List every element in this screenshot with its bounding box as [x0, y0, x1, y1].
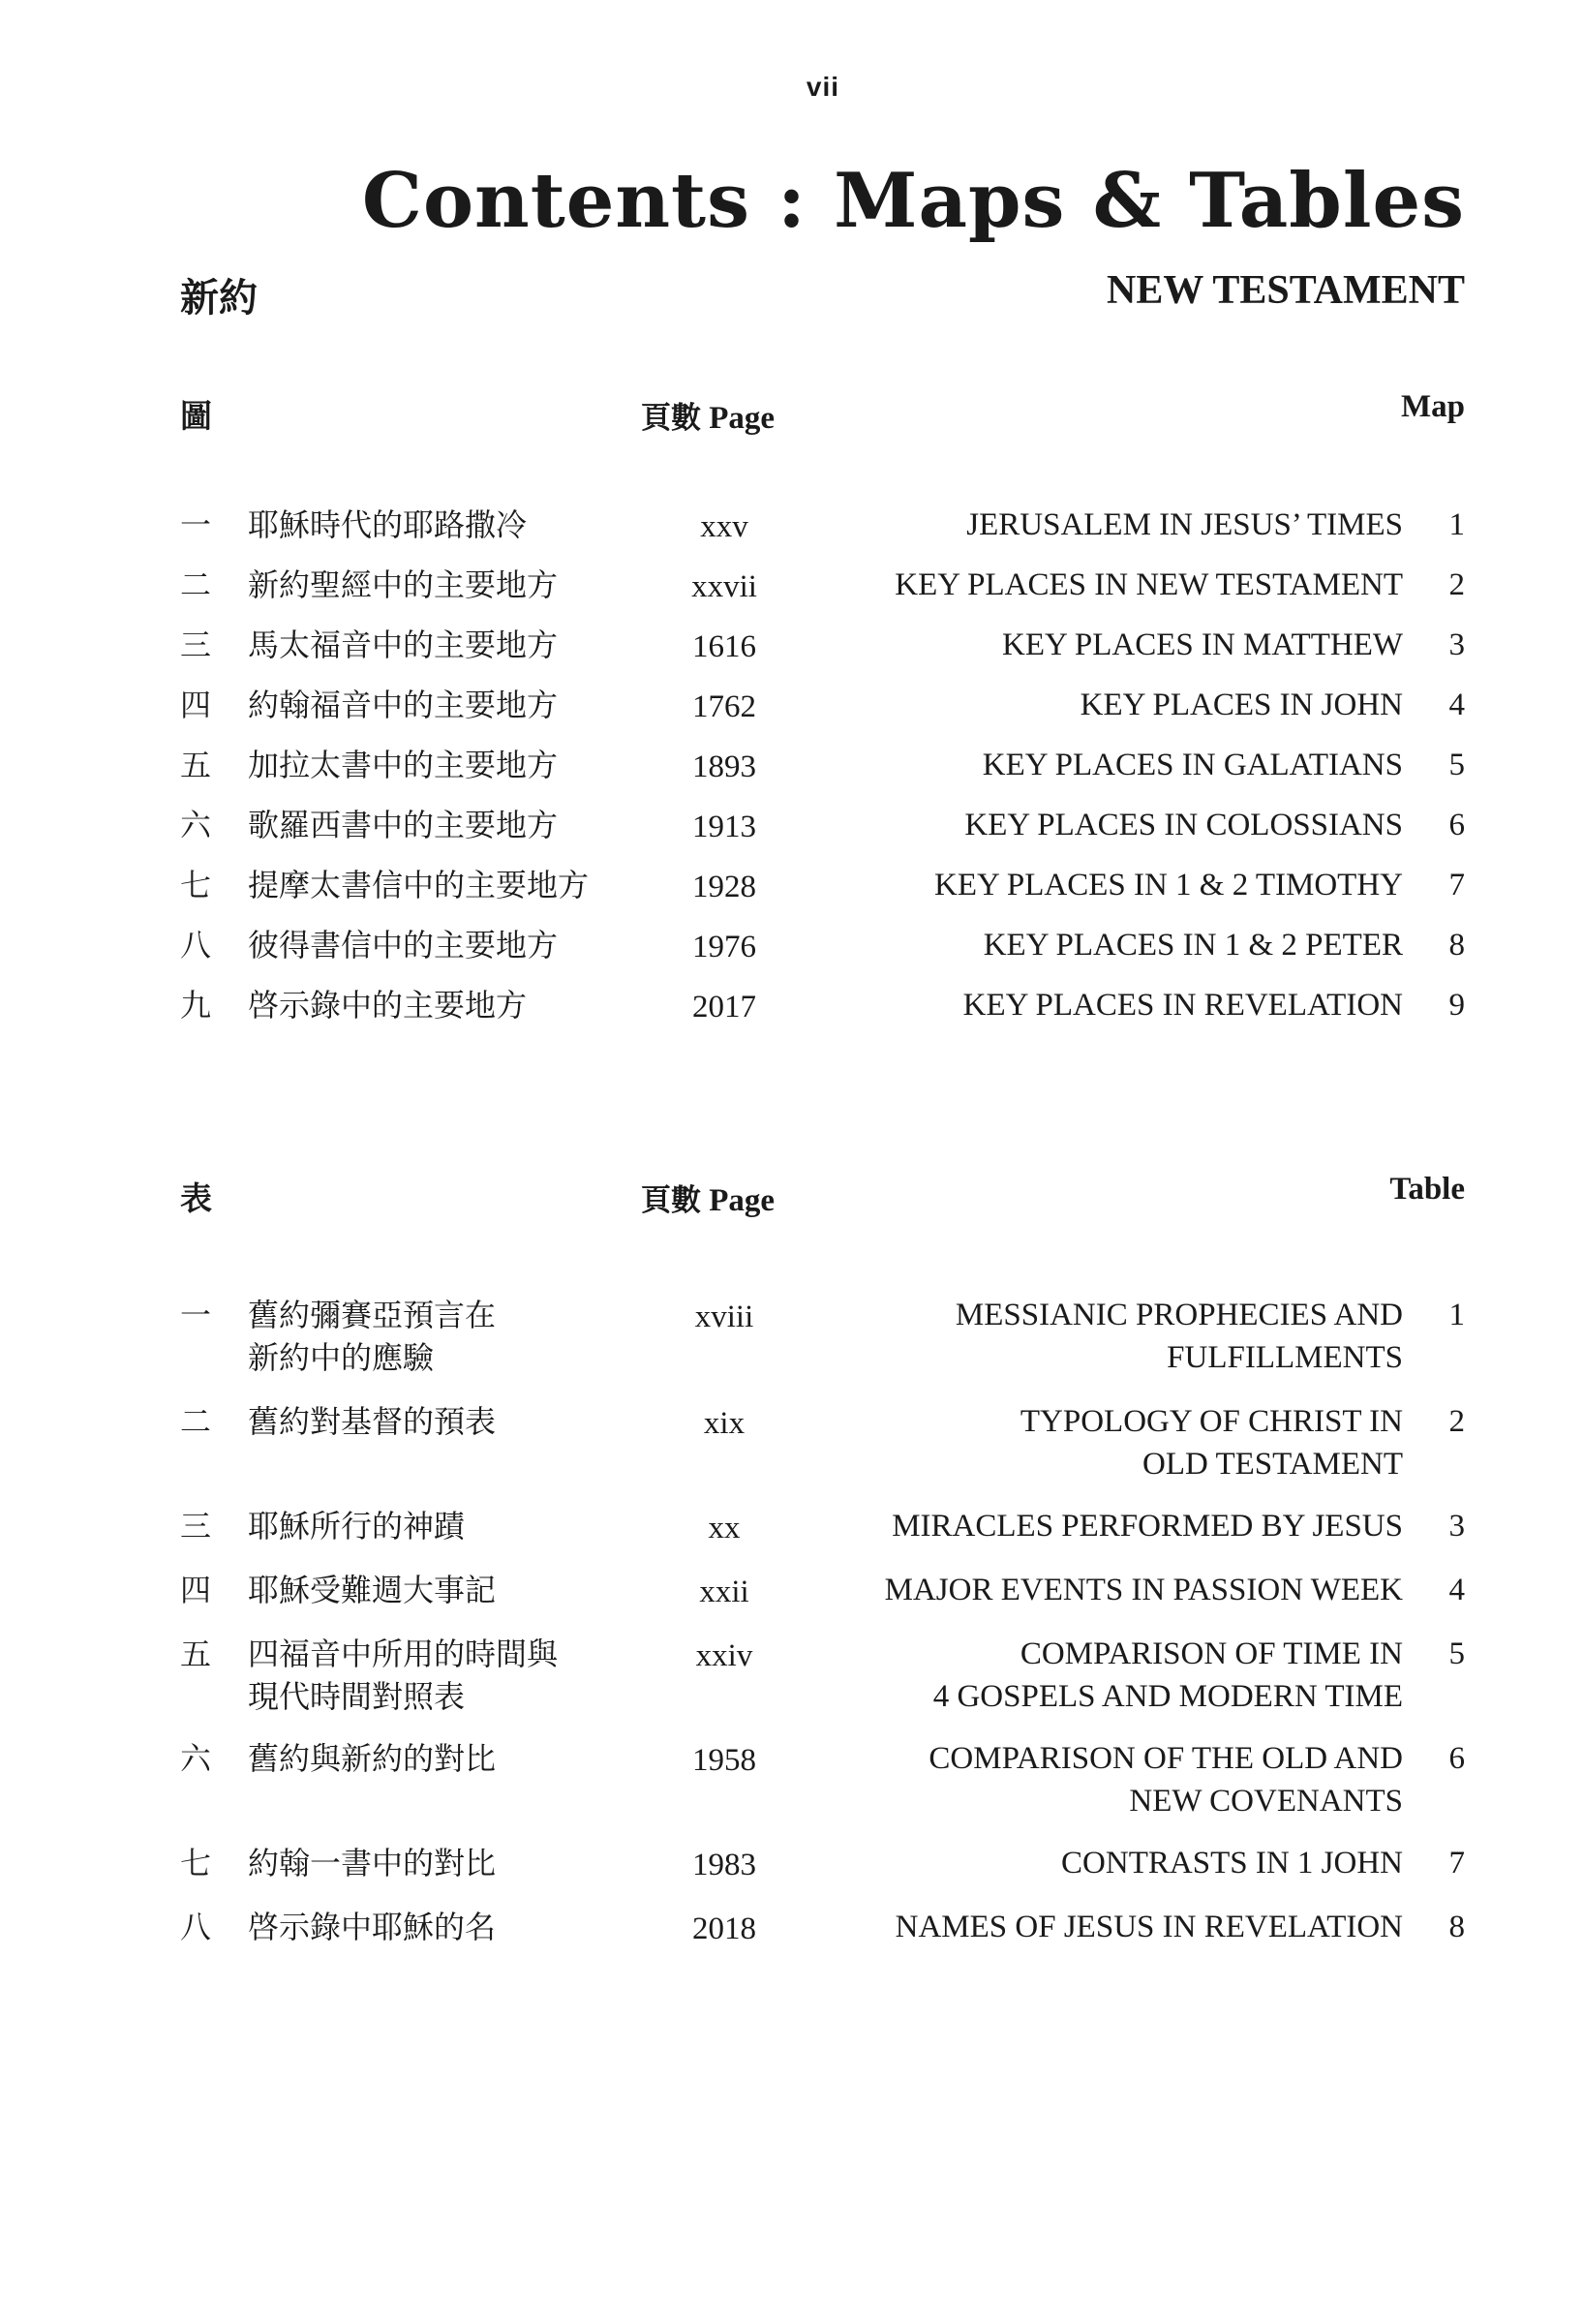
item-title-cn: 啓示錄中耶穌的名 — [248, 1909, 497, 1945]
item-title-cn: 約翰福音中的主要地方 — [248, 687, 559, 723]
item-number: 2 — [1448, 567, 1465, 602]
item-number-cn: 三 — [180, 1508, 212, 1544]
item-title-en: NAMES OF JESUS IN REVELATION — [895, 1910, 1403, 1944]
item-title-cn: 彼得書信中的主要地方 — [248, 927, 559, 963]
item-title-cn: 舊約對基督的預表 — [248, 1403, 497, 1440]
list-item — [0, 684, 1583, 751]
item-number: 2 — [1448, 1404, 1465, 1439]
item-number-cn: 一 — [180, 1297, 212, 1333]
item-title-en: TYPOLOGY OF CHRIST IN OLD TESTAMENT — [1020, 1404, 1403, 1482]
item-title-cn: 舊約彌賽亞預言在 新約中的應驗 — [248, 1297, 497, 1376]
item-page-ref: 1958 — [692, 1743, 756, 1778]
item-title-en: KEY PLACES IN JOHN — [1080, 688, 1403, 722]
item-number: 4 — [1448, 688, 1465, 722]
item-number: 6 — [1448, 1741, 1465, 1776]
tables-header-page-en: Page — [709, 1183, 776, 1218]
item-page-ref: 1893 — [692, 749, 756, 784]
item-title-en: KEY PLACES IN 1 & 2 TIMOTHY — [934, 868, 1403, 902]
item-title-en: CONTRASTS IN 1 JOHN — [1061, 1846, 1403, 1881]
maps-header-page — [641, 393, 775, 437]
list-item — [0, 1400, 1583, 1482]
item-page-ref: xviii — [694, 1300, 754, 1334]
page-title: Contents : Maps & Tables — [361, 157, 1465, 245]
item-page-ref: xxii — [699, 1575, 749, 1609]
item-number: 9 — [1448, 988, 1465, 1023]
list-item — [0, 1294, 1583, 1376]
item-page-ref: 1762 — [692, 689, 756, 724]
item-number-cn: 一 — [180, 506, 212, 543]
list-item — [0, 1569, 1583, 1636]
item-page-ref: 1983 — [692, 1848, 756, 1882]
item-number-cn: 四 — [180, 1572, 212, 1608]
item-title-cn: 四福音中所用的時間與 現代時間對照表 — [248, 1636, 559, 1715]
item-page-ref: xxiv — [695, 1638, 753, 1673]
item-number-cn: 三 — [180, 627, 212, 663]
item-number-cn: 五 — [180, 747, 212, 783]
tables-header-page — [641, 1176, 775, 1219]
list-item — [0, 924, 1583, 992]
item-title-cn: 啓示錄中的主要地方 — [248, 987, 528, 1024]
item-number-cn: 七 — [180, 867, 212, 903]
item-title-cn: 約翰一書中的對比 — [248, 1845, 497, 1881]
section-title-en: NEW TESTAMENT — [1107, 268, 1465, 313]
list-item — [0, 504, 1583, 571]
tables-header-en: Table — [1389, 1172, 1465, 1207]
item-number: 8 — [1448, 928, 1465, 963]
item-page-ref: 2017 — [692, 990, 756, 1024]
item-number: 5 — [1448, 1636, 1465, 1671]
item-number: 3 — [1448, 1509, 1465, 1544]
list-item — [0, 744, 1583, 811]
page-number: vii — [806, 72, 840, 102]
item-title-en: COMPARISON OF TIME IN 4 GOSPELS AND MODERN TIME — [932, 1636, 1403, 1714]
item-page-ref: xxvii — [691, 569, 757, 604]
list-item — [0, 564, 1583, 631]
item-number-cn: 二 — [180, 566, 212, 603]
item-title-en: COMPARISON OF THE OLD AND NEW COVENANTS — [928, 1741, 1403, 1819]
item-title-cn: 新約聖經中的主要地方 — [248, 566, 559, 603]
item-page-ref: xix — [703, 1406, 746, 1441]
item-title-en: KEY PLACES IN GALATIANS — [982, 748, 1403, 782]
item-number: 4 — [1448, 1573, 1465, 1607]
list-item — [0, 804, 1583, 872]
item-number: 8 — [1448, 1910, 1465, 1944]
item-title-cn: 耶穌所行的神蹟 — [248, 1508, 466, 1544]
section-title-cn: 新約 — [180, 276, 258, 321]
item-number: 5 — [1448, 748, 1465, 782]
item-title-cn: 提摩太書信中的主要地方 — [248, 867, 590, 903]
list-item — [0, 1842, 1583, 1910]
item-page-ref: 1616 — [692, 629, 756, 664]
item-number-cn: 六 — [180, 1740, 212, 1777]
item-number: 1 — [1448, 507, 1465, 542]
item-title-cn: 歌羅西書中的主要地方 — [248, 807, 559, 843]
item-number-cn: 五 — [180, 1636, 212, 1672]
item-number-cn: 四 — [180, 687, 212, 723]
list-item — [0, 984, 1583, 1052]
item-page-ref: 1913 — [692, 810, 756, 844]
item-page-ref: 1928 — [692, 870, 756, 904]
maps-header-en: Map — [1401, 389, 1465, 424]
item-page-ref: 1976 — [692, 930, 756, 964]
list-item — [0, 1737, 1583, 1819]
list-item — [0, 1633, 1583, 1715]
item-title-en: JERUSALEM IN JESUS’ TIMES — [966, 507, 1403, 542]
tables-header-cn: 表 — [180, 1179, 212, 1217]
item-title-cn: 耶穌受難週大事記 — [248, 1572, 497, 1608]
maps-header-page-en: Page — [709, 401, 776, 436]
item-title-en: KEY PLACES IN 1 & 2 PETER — [983, 928, 1403, 963]
item-number-cn: 二 — [180, 1403, 212, 1440]
item-title-cn: 舊約與新約的對比 — [248, 1740, 497, 1777]
list-item — [0, 864, 1583, 932]
list-item — [0, 624, 1583, 691]
item-number: 7 — [1448, 1846, 1465, 1881]
item-title-en: MIRACLES PERFORMED BY JESUS — [892, 1509, 1403, 1544]
item-number: 6 — [1448, 808, 1465, 842]
item-title-en: KEY PLACES IN NEW TESTAMENT — [895, 567, 1403, 602]
item-title-en: KEY PLACES IN MATTHEW — [1002, 627, 1403, 662]
item-title-en: MESSIANIC PROPHECIES AND FULFILLMENTS — [955, 1298, 1403, 1375]
list-item — [0, 1906, 1583, 1973]
maps-header-cn: 圖 — [180, 397, 212, 435]
item-number-cn: 八 — [180, 927, 212, 963]
item-page-ref: 2018 — [692, 1911, 756, 1946]
item-title-cn: 耶穌時代的耶路撒冷 — [248, 506, 528, 543]
maps-header-page-cn: 頁數 — [641, 401, 701, 436]
item-number-cn: 七 — [180, 1845, 212, 1881]
item-page-ref: xxv — [700, 509, 748, 544]
item-number: 1 — [1448, 1298, 1465, 1332]
item-number-cn: 九 — [180, 987, 212, 1024]
tables-header-page-cn: 頁數 — [641, 1183, 701, 1218]
item-title-cn: 加拉太書中的主要地方 — [248, 747, 559, 783]
item-title-cn: 馬太福音中的主要地方 — [248, 627, 559, 663]
item-number: 3 — [1448, 627, 1465, 662]
item-title-en: MAJOR EVENTS IN PASSION WEEK — [884, 1573, 1403, 1607]
item-page-ref: xx — [708, 1511, 741, 1545]
item-title-en: KEY PLACES IN COLOSSIANS — [964, 808, 1403, 842]
item-number-cn: 八 — [180, 1909, 212, 1945]
item-number-cn: 六 — [180, 807, 212, 843]
item-number: 7 — [1448, 868, 1465, 902]
item-title-en: KEY PLACES IN REVELATION — [962, 988, 1403, 1023]
list-item — [0, 1505, 1583, 1573]
